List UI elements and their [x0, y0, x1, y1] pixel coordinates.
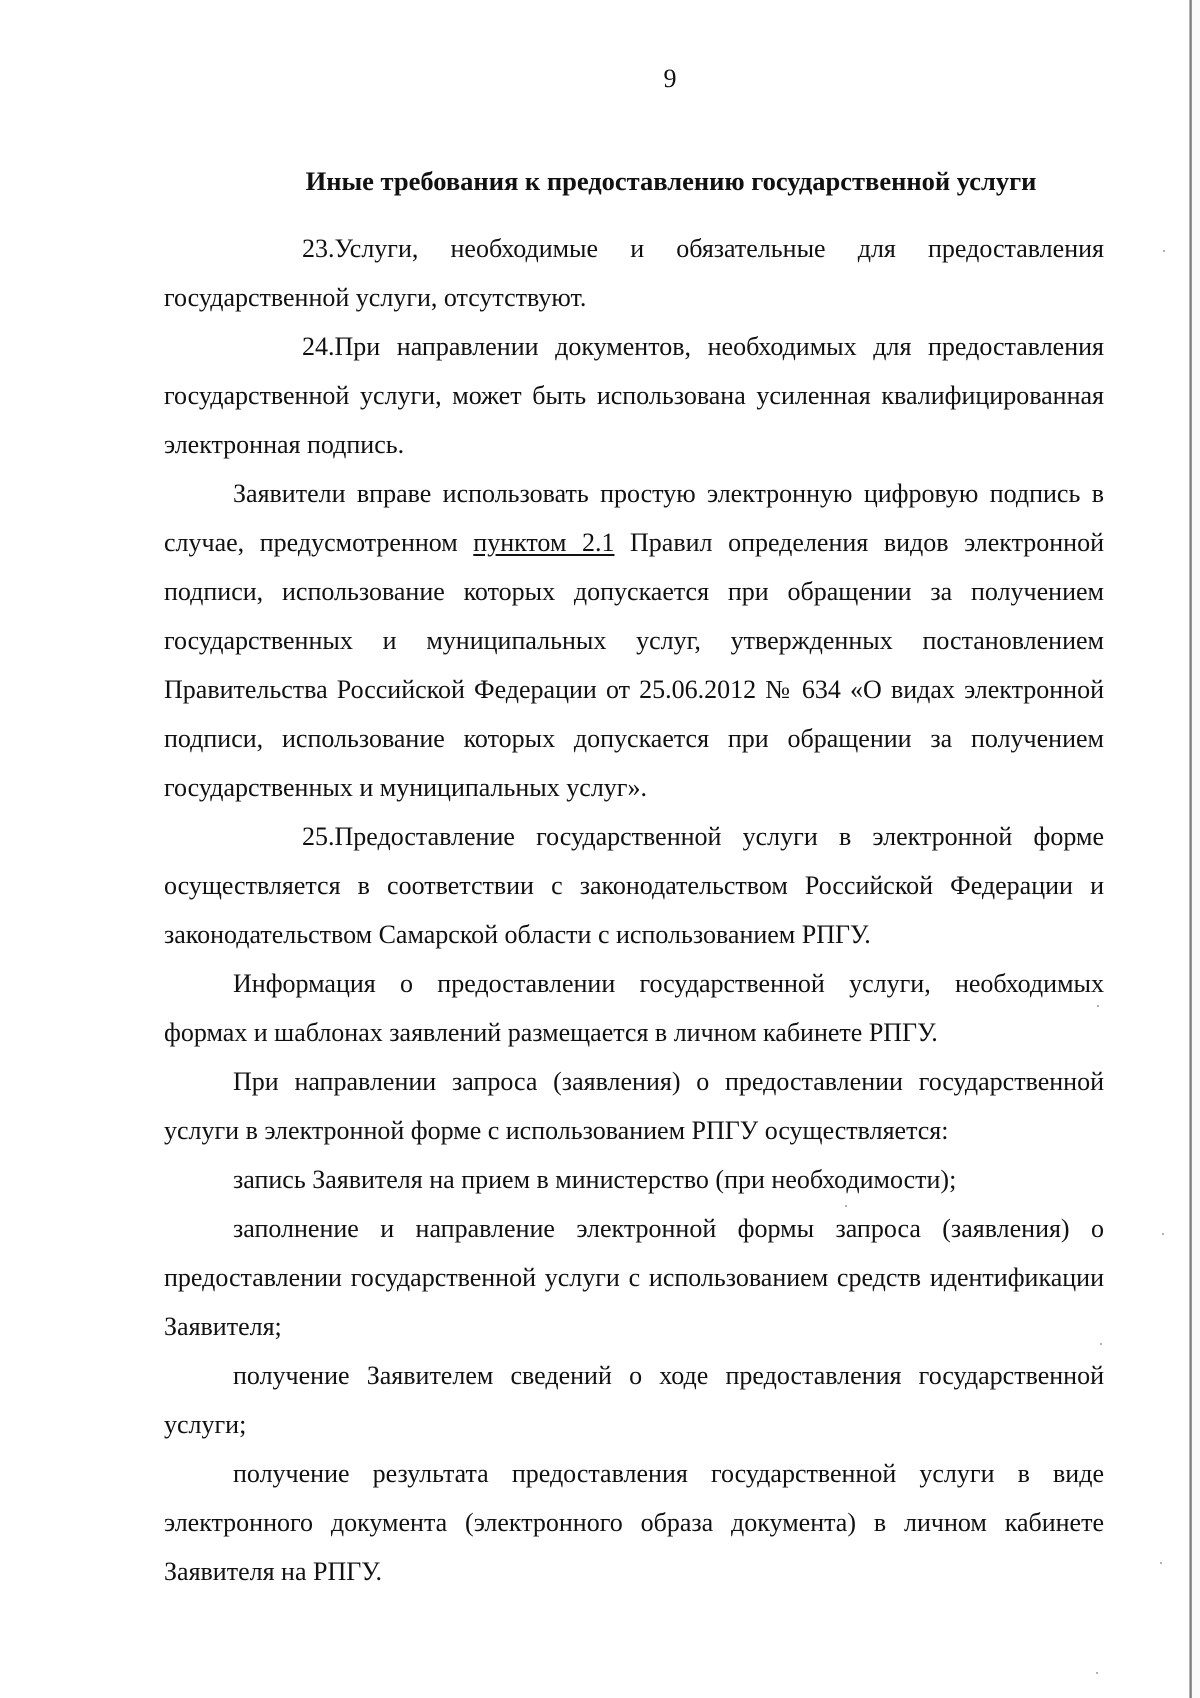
paragraph-request	[164, 1057, 1104, 1155]
list-item-fill-form	[164, 1204, 1104, 1351]
paragraph-text: При направлении запроса (заявления) о предоставлении государственной услуги в электронной форме с использованием РПГУ осуществляется:	[164, 1067, 1104, 1145]
paragraph-number: 25.	[302, 822, 335, 851]
list-item-status	[164, 1351, 1104, 1449]
scan-speck	[1160, 1562, 1162, 1564]
paragraph-text: Предоставление государственной услуги в электронной форме осуществляется в соответствии с законодательством Российской Федерации и законодательством Самарской области с использованием РПГУ.	[164, 822, 1104, 949]
document-body	[164, 224, 1104, 1596]
scan-speck	[1097, 1005, 1099, 1007]
scan-speck	[1163, 250, 1165, 252]
scan-speck	[1096, 1672, 1098, 1674]
paragraph-number: 23.	[302, 234, 335, 263]
scan-speck	[1162, 1233, 1164, 1235]
paragraph-number: 24.	[302, 332, 335, 361]
paragraph-information	[164, 959, 1104, 1057]
clause-reference-link[interactable]: пунктом 2.1	[473, 528, 615, 557]
section-heading: Иные требования к предоставлению государственной услуги	[305, 166, 1037, 196]
paragraph-text: Информация о предоставлении государственной услуги, необходимых формах и шаблонах заявлений размещается в личном кабинете РПГУ.	[164, 969, 1104, 1047]
paragraph-25	[164, 812, 1104, 959]
paragraph-23	[164, 224, 1104, 322]
paragraph-text: получение Заявителем сведений о ходе предоставления государственной услуги;	[164, 1361, 1104, 1439]
page-number: 9	[663, 64, 677, 93]
list-item-record	[164, 1155, 1104, 1204]
scan-speck	[1100, 1343, 1102, 1345]
paragraph-text: запись Заявителя на прием в министерство (при необходимости);	[233, 1165, 957, 1194]
paragraph-text: получение результата предоставления государственной услуги в виде электронного документа (электронного образа документа) в личном кабинете Заявителя на РПГУ.	[164, 1459, 1104, 1586]
paragraph-simple-signature	[164, 469, 1104, 812]
scan-speck	[845, 1205, 847, 1207]
paragraph-text: При направлении документов, необходимых для предоставления государственной услуги, может быть использована усиленная квалифицированная электронная подпись.	[164, 332, 1104, 459]
paragraph-text: заполнение и направление электронной формы запроса (заявления) о предоставлении государственной услуги с использованием средств идентификации Заявителя;	[164, 1214, 1104, 1341]
scan-edge-shadow	[1192, 0, 1200, 1698]
paragraph-text: Заявители вправе использовать простую электронную цифровую подпись в случае, предусмотренном	[164, 479, 1104, 557]
paragraph-text: Услуги, необходимые и обязательные для предоставления государственной услуги, отсутствуют.	[164, 234, 1104, 312]
paragraph-24	[164, 322, 1104, 469]
scan-edge	[1189, 0, 1192, 1698]
paragraph-text: Правил определения видов электронной подписи, использование которых допускается при обращении за получением государственных и муниципальных услуг, утвержденных постановлением Правительства Российской Федерации от 25.06.2012 № 634 «О видах электронной подписи, использование которых допускается при обращении за получением государственных и муниципальных услуг».	[164, 528, 1104, 802]
list-item-result	[164, 1449, 1104, 1596]
